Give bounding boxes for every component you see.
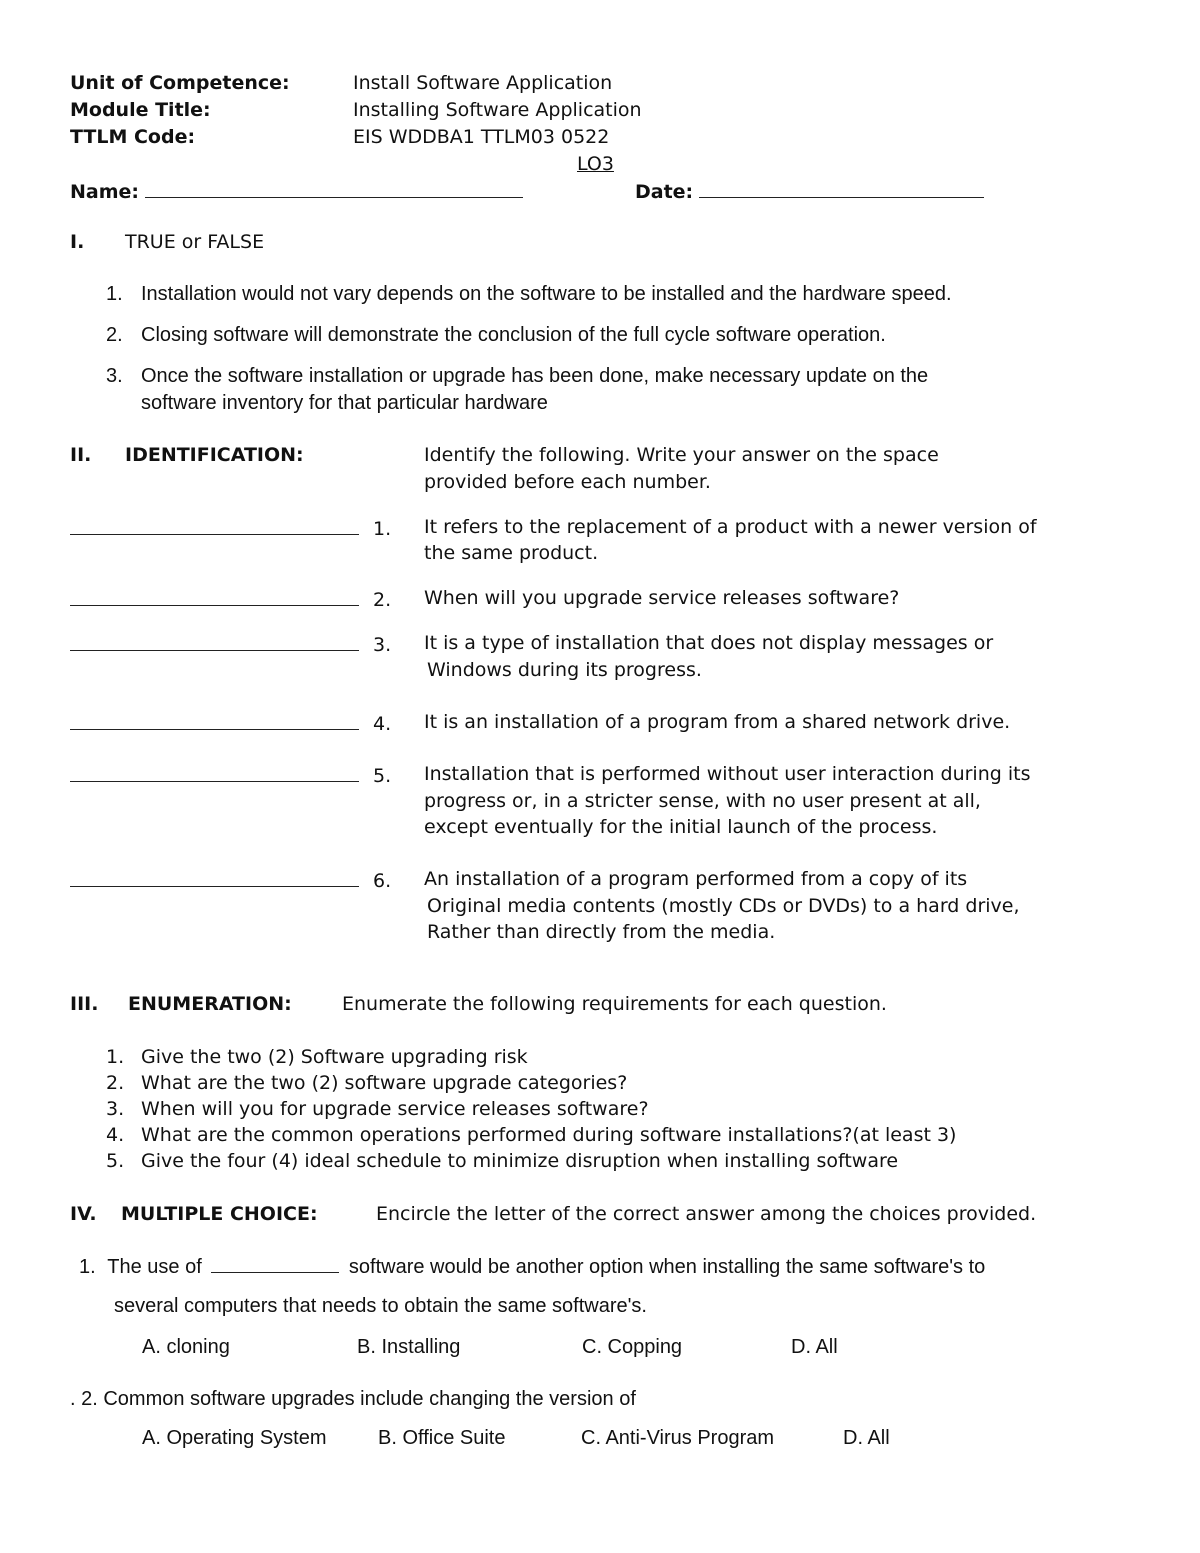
tf-num-3: 3. (106, 365, 123, 387)
tf-item-1: Installation would not vary depends on the software to be installed and the hardware speed. (141, 283, 952, 305)
mc-q1-choice-b[interactable]: B. Installing (357, 1336, 461, 1358)
mc-q2-choice-b[interactable]: B. Office Suite (378, 1427, 506, 1449)
date-blank[interactable] (699, 179, 984, 198)
enum-num-4: 4. (106, 1124, 125, 1146)
section4-title: MULTIPLE CHOICE: (121, 1203, 318, 1225)
section4-instruction: Encircle the letter of the correct answer among the choices provided. (376, 1203, 1037, 1225)
mc-q2-text: . 2. Common software upgrades include changing the version of (70, 1388, 636, 1410)
section3-numeral: III. (70, 993, 99, 1015)
id-item-5-line3: except eventually for the initial launch of the process. (424, 816, 938, 838)
id-num-5: 5. (373, 765, 392, 787)
id-item-3-line1: It is a type of installation that does not display messages or (424, 632, 994, 654)
id-answer-blank-2[interactable] (70, 587, 359, 606)
name-blank[interactable] (145, 179, 523, 198)
id-item-6-line2: Original media contents (mostly CDs or DVDs) to a hard drive, (427, 895, 1020, 917)
mc-q1-blank[interactable] (211, 1254, 339, 1273)
id-answer-blank-1[interactable] (70, 516, 359, 535)
module-label: Module Title: (70, 99, 211, 121)
id-item-2-line1: When will you upgrade service releases software? (424, 587, 900, 609)
mc-q2-choice-c[interactable]: C. Anti-Virus Program (581, 1427, 775, 1449)
id-answer-blank-4[interactable] (70, 711, 359, 730)
enum-item-4: What are the common operations performed during software installations?(at least 3) (141, 1124, 957, 1146)
enum-item-1: Give the two (2) Software upgrading risk (141, 1046, 528, 1068)
id-answer-row-2[interactable] (70, 587, 391, 611)
learning-outcome: LO3 (577, 153, 614, 175)
name-label: Name: (70, 181, 140, 203)
id-num-6: 6. (373, 870, 392, 892)
enum-num-3: 3. (106, 1098, 125, 1120)
id-item-4-line1: It is an installation of a program from a shared network drive. (424, 711, 1011, 733)
tf-num-1: 1. (106, 283, 123, 305)
id-item-3-line2: Windows during its progress. (427, 659, 702, 681)
id-answer-blank-6[interactable] (70, 868, 359, 887)
tf-item-3-line2: software inventory for that particular hardware (141, 392, 548, 414)
tf-num-2: 2. (106, 324, 123, 346)
section1-title: TRUE or FALSE (125, 231, 265, 253)
id-answer-row-1[interactable] (70, 516, 391, 540)
code-label: TTLM Code: (70, 126, 196, 148)
mc-q1-line2: several computers that needs to obtain the same software's. (114, 1295, 647, 1317)
mc-q1-line1 (79, 1254, 985, 1279)
unit-value: Install Software Application (353, 72, 613, 94)
name-field[interactable] (70, 179, 523, 203)
mc-q1-choice-d[interactable]: D. All (791, 1336, 838, 1358)
id-num-1: 1. (373, 518, 392, 540)
mc-q1-choice-c[interactable]: C. Copping (582, 1336, 683, 1358)
section1-numeral: I. (70, 231, 85, 253)
section3-instruction: Enumerate the following requirements for each question. (342, 993, 887, 1015)
enum-item-5: Give the four (4) ideal schedule to minimize disruption when installing software (141, 1150, 899, 1172)
enum-num-1: 1. (106, 1046, 125, 1068)
id-item-1-line2: the same product. (424, 542, 599, 564)
unit-label: Unit of Competence: (70, 72, 290, 94)
section2-title: IDENTIFICATION: (125, 444, 304, 466)
mc-q1-pre: The use of (107, 1256, 202, 1278)
mc-q2-choice-a[interactable]: A. Operating System (142, 1427, 327, 1449)
id-num-4: 4. (373, 713, 392, 735)
section2-instruction-1: Identify the following. Write your answer on the space (424, 444, 939, 466)
id-item-5-line2: progress or, in a stricter sense, with no user present at all, (424, 790, 981, 812)
id-item-6-line3: Rather than directly from the media. (427, 921, 776, 943)
id-answer-blank-3[interactable] (70, 632, 359, 651)
id-answer-row-6[interactable] (70, 868, 391, 892)
enum-item-2: What are the two (2) software upgrade categories? (141, 1072, 628, 1094)
id-num-3: 3. (373, 634, 392, 656)
tf-item-2: Closing software will demonstrate the conclusion of the full cycle software operation. (141, 324, 886, 346)
id-answer-row-4[interactable] (70, 711, 391, 735)
section2-instruction-2: provided before each number. (424, 471, 711, 493)
mc-q1-choice-a[interactable]: A. cloning (142, 1336, 230, 1358)
enum-num-5: 5. (106, 1150, 125, 1172)
module-value: Installing Software Application (353, 99, 642, 121)
mc-q2-choice-d[interactable]: D. All (843, 1427, 890, 1449)
id-item-6-line1: An installation of a program performed from a copy of its (424, 868, 968, 890)
date-field[interactable] (635, 179, 984, 203)
enum-item-3: When will you for upgrade service releases software? (141, 1098, 649, 1120)
section3-title: ENUMERATION: (128, 993, 292, 1015)
section2-numeral: II. (70, 444, 92, 466)
enum-num-2: 2. (106, 1072, 125, 1094)
tf-item-3-line1: Once the software installation or upgrade has been done, make necessary update on the (141, 365, 929, 387)
id-num-2: 2. (373, 589, 392, 611)
id-item-5-line1: Installation that is performed without user interaction during its (424, 763, 1031, 785)
id-answer-row-3[interactable] (70, 632, 391, 656)
code-value: EIS WDDBA1 TTLM03 0522 (353, 126, 610, 148)
mc-q1-post: software would be another option when installing the same software's to (348, 1256, 986, 1278)
id-item-1-line1: It refers to the replacement of a product with a newer version of (424, 516, 1037, 538)
date-label: Date: (635, 181, 694, 203)
id-answer-blank-5[interactable] (70, 763, 359, 782)
section4-numeral: IV. (70, 1203, 97, 1225)
mc-q1-num: 1. (79, 1256, 96, 1278)
id-answer-row-5[interactable] (70, 763, 391, 787)
